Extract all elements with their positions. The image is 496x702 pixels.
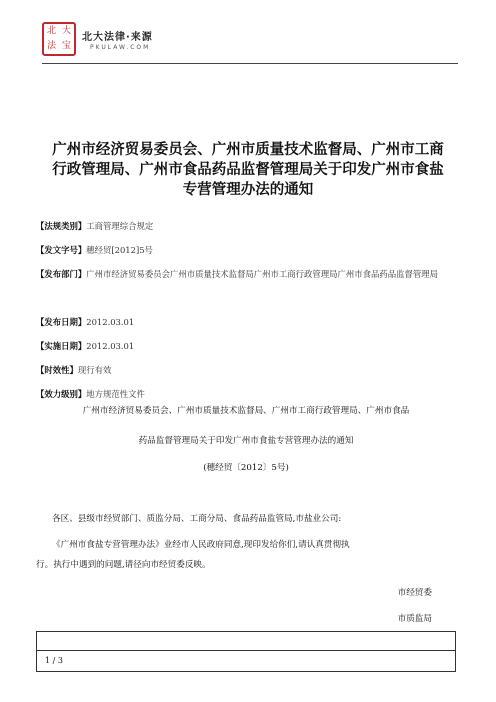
body-docref: (穗经贸〔2012〕5号) xyxy=(203,463,289,473)
meta-level: 【效力级别】地方规范性文件 xyxy=(36,389,145,399)
meta-category: 【法规类别】工商管理综合规定 xyxy=(36,221,154,231)
page-footer xyxy=(36,631,456,672)
signature-2: 市质监局 xyxy=(397,614,432,624)
page-header xyxy=(42,20,458,64)
pkulaw-logo: 北 大 法 宝 xyxy=(42,22,76,56)
brand-url: PKULAW.COM xyxy=(90,44,151,51)
signature-1: 市经贸委 xyxy=(397,588,432,598)
meta-effdate: 【实施日期】2012.03.01 xyxy=(36,341,135,351)
body-para-line2: 行。执行中遇到的问题,请径向市经贸委反映。 xyxy=(36,560,211,570)
body-heading-line1: 广州市经济贸易委员会、广州市质量技术监督局、广州市工商行政管理局、广州市食品 xyxy=(82,406,410,416)
header-rule xyxy=(42,63,458,64)
document-title: 广州市经济贸易委员会、广州市质量技术监督局、广州市工商行政管理局、广州市食品药品监督管理局关于印发广州市食盐专营管理办法的通知 xyxy=(52,141,444,198)
footer-divider xyxy=(37,650,455,651)
meta-validity: 【时效性】现行有效 xyxy=(36,365,112,375)
meta-docno: 【发文字号】穗经贸[2012]5号 xyxy=(36,245,153,255)
meta-pubdate: 【发布日期】2012.03.01 xyxy=(36,317,135,327)
addressee: 各区、县级市经贸部门、质监分局、工商分局、食品药品监管局,市盐业公司: xyxy=(52,514,342,524)
page-number: 1 / 3 xyxy=(45,656,63,665)
body-heading-line2: 药品监督管理局关于印发广州市食盐专营管理办法的通知 xyxy=(138,436,354,446)
meta-dept: 【发布部门】广州市经济贸易委员会广州市质量技术监督局广州市工商行政管理局广州市食品药品监督管理局 xyxy=(36,269,438,279)
brand-name: 北大法律·来源 xyxy=(82,32,153,43)
body-para-line1: 《广州市食盐专营管理办法》业经市人民政府同意,现印发给你们,请认真贯彻执 xyxy=(52,540,350,550)
